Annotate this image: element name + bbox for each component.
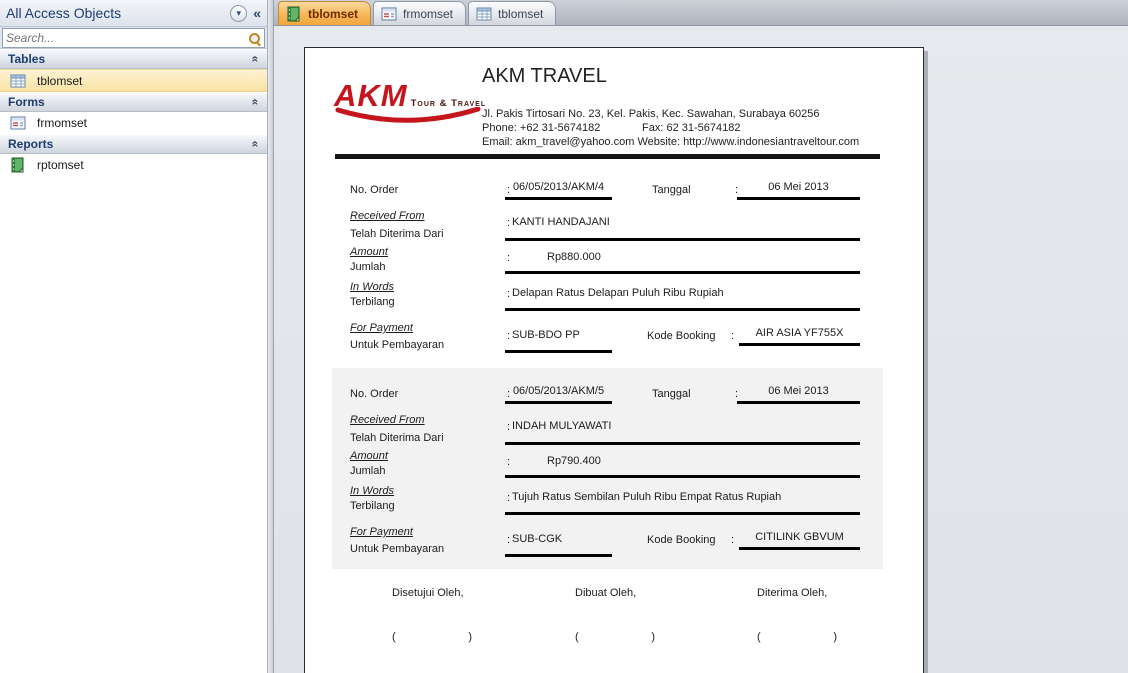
no-order-label: No. Order: [350, 184, 399, 196]
signature-label: Dibuat Oleh,: [575, 587, 637, 599]
email-website-line: Email: akm_travel@yahoo.com Website: http://www.indonesiantraveltour.com: [482, 136, 860, 148]
report-icon: [10, 157, 26, 173]
paren-close: ): [468, 631, 472, 643]
nav-dropdown-button[interactable]: [230, 5, 247, 22]
header-rule: [335, 154, 880, 159]
signature-parens: [392, 631, 472, 643]
kode-booking-label: Kode Booking: [647, 330, 716, 342]
akm-logo: [334, 78, 487, 133]
nav-item-label: tblomset: [37, 73, 83, 88]
colon: :: [507, 184, 511, 196]
amount-en-label: Amount: [350, 246, 388, 258]
amount-id-label: Jumlah: [350, 261, 386, 273]
report-page: [304, 47, 924, 673]
paren-open: (: [392, 631, 396, 643]
tanggal-value: 06 Mei 2013: [737, 385, 860, 404]
tanggal-label: Tanggal: [652, 184, 691, 196]
signature-label: Disetujui Oleh,: [392, 587, 464, 599]
signature-received: [757, 587, 837, 643]
document-tabstrip: [274, 0, 1128, 26]
nav-group-forms-label: Forms: [8, 95, 45, 109]
colon: :: [735, 184, 739, 196]
navigation-pane: [0, 0, 268, 673]
colon: :: [507, 388, 511, 400]
nav-item-label: rptomset: [37, 158, 84, 172]
underline: [505, 475, 860, 478]
no-order-value: 06/05/2013/AKM/4: [505, 181, 612, 200]
search-box: [2, 28, 265, 48]
tab-label: frmomset: [403, 6, 454, 21]
for-payment-value: SUB-CGK: [512, 533, 563, 545]
nav-item-frmomset[interactable]: [0, 112, 267, 134]
logo-suffix-text: Tour & Travel: [410, 98, 487, 109]
search-input[interactable]: [6, 30, 231, 46]
in-words-en-label: In Words: [350, 485, 395, 497]
nav-group-tables[interactable]: [0, 49, 267, 69]
for-payment-id-label: Untuk Pembayaran: [350, 543, 445, 555]
in-words-value: Delapan Ratus Delapan Puluh Ribu Rupiah: [512, 287, 724, 299]
colon: :: [507, 217, 511, 229]
no-order-label: No. Order: [350, 388, 399, 400]
table-icon: [476, 6, 492, 22]
nav-group-forms[interactable]: [0, 92, 267, 112]
phone-fax-line: [482, 121, 902, 135]
tab-tblomset[interactable]: [468, 1, 556, 25]
received-from-en-label: Received From: [350, 210, 425, 222]
tab-rptomset-active[interactable]: [278, 1, 371, 25]
signature-made: [575, 587, 655, 643]
amount-value: Rp790.400: [547, 455, 601, 467]
kode-booking-value: CITILINK GBVUM: [739, 531, 860, 550]
colon: :: [731, 330, 735, 342]
amount-value: Rp880.000: [547, 251, 601, 263]
underline: [505, 442, 860, 445]
tanggal-label: Tanggal: [652, 388, 691, 400]
paren-close: ): [833, 631, 837, 643]
received-from-value: KANTI HANDAJANI: [512, 216, 610, 228]
tab-frmomset[interactable]: [373, 1, 466, 25]
tab-label: tblomset: [498, 6, 544, 21]
paren-close: ): [651, 631, 655, 643]
signature-label: Diterima Oleh,: [757, 587, 828, 599]
signature-approved: [392, 587, 472, 643]
signature-parens: [757, 631, 837, 643]
for-payment-value: SUB-BDO PP: [512, 329, 580, 341]
search-icon[interactable]: [248, 32, 261, 45]
paren-open: (: [757, 631, 761, 643]
address-line: Jl. Pakis Tirtosari No. 23, Kel. Pakis, Kec. Sawahan, Surabaya 60256: [482, 108, 820, 120]
underline: [505, 512, 860, 515]
in-words-id-label: Terbilang: [350, 500, 395, 512]
no-order-value: 06/05/2013/AKM/5: [505, 385, 612, 404]
received-from-id-label: Telah Diterima Dari: [350, 228, 444, 240]
for-payment-en-label: For Payment: [350, 526, 413, 538]
form-icon: [10, 115, 26, 131]
report-icon: [286, 6, 302, 22]
nav-item-tblomset[interactable]: [0, 69, 267, 92]
report-view-area[interactable]: [274, 26, 1128, 673]
chevron-collapse-icon: [249, 141, 263, 148]
chevron-collapse-icon: [249, 99, 263, 106]
kode-booking-label: Kode Booking: [647, 534, 716, 546]
nav-group-reports-label: Reports: [8, 137, 54, 151]
colon: :: [507, 421, 511, 433]
main-area: [274, 0, 1128, 673]
colon: :: [507, 252, 511, 264]
received-from-en-label: Received From: [350, 414, 425, 426]
colon: :: [507, 456, 511, 468]
form-icon: [381, 6, 397, 22]
received-from-value: INDAH MULYAWATI: [512, 420, 612, 432]
tanggal-value: 06 Mei 2013: [737, 181, 860, 200]
colon: :: [731, 534, 735, 546]
colon: :: [507, 492, 511, 504]
paren-open: (: [575, 631, 579, 643]
search-row: [0, 27, 267, 49]
in-words-en-label: In Words: [350, 281, 395, 293]
shutter-bar-collapse-icon[interactable]: [253, 5, 261, 21]
tab-label: tblomset: [308, 6, 359, 21]
for-payment-id-label: Untuk Pembayaran: [350, 339, 445, 351]
nav-group-tables-label: Tables: [8, 52, 46, 66]
underline: [505, 308, 860, 311]
navigation-pane-title: All Access Objects: [6, 5, 122, 21]
colon: :: [507, 330, 511, 342]
report-title: AKM TRAVEL: [482, 65, 607, 87]
colon: :: [735, 388, 739, 400]
in-words-value: Tujuh Ratus Sembilan Puluh Ribu Empat Ratus Rupiah: [512, 491, 782, 503]
received-from-id-label: Telah Diterima Dari: [350, 432, 444, 444]
logo-brand-text: AKM: [334, 78, 408, 113]
nav-item-rptomset[interactable]: [0, 154, 267, 176]
signature-parens: [575, 631, 655, 643]
colon: :: [507, 288, 511, 300]
phone-text: Phone: +62 31-5674182: [482, 122, 601, 134]
colon: :: [507, 534, 511, 546]
receipt-block-1: [305, 183, 925, 386]
underline: [505, 271, 860, 274]
underline: [505, 238, 860, 241]
receipt-block-2: [305, 387, 925, 590]
nav-group-reports[interactable]: [0, 134, 267, 154]
chevron-collapse-icon: [249, 56, 263, 63]
table-icon: [10, 73, 26, 89]
for-payment-en-label: For Payment: [350, 322, 413, 334]
underline: [505, 350, 612, 353]
fax-text: Fax: 62 31-5674182: [642, 122, 741, 134]
nav-item-label: frmomset: [37, 116, 88, 130]
in-words-id-label: Terbilang: [350, 296, 395, 308]
underline: [505, 554, 612, 557]
amount-id-label: Jumlah: [350, 465, 386, 477]
report-address-block: [482, 107, 902, 149]
amount-en-label: Amount: [350, 450, 388, 462]
kode-booking-value: AIR ASIA YF755X: [739, 327, 860, 346]
navigation-pane-header: [0, 0, 267, 27]
